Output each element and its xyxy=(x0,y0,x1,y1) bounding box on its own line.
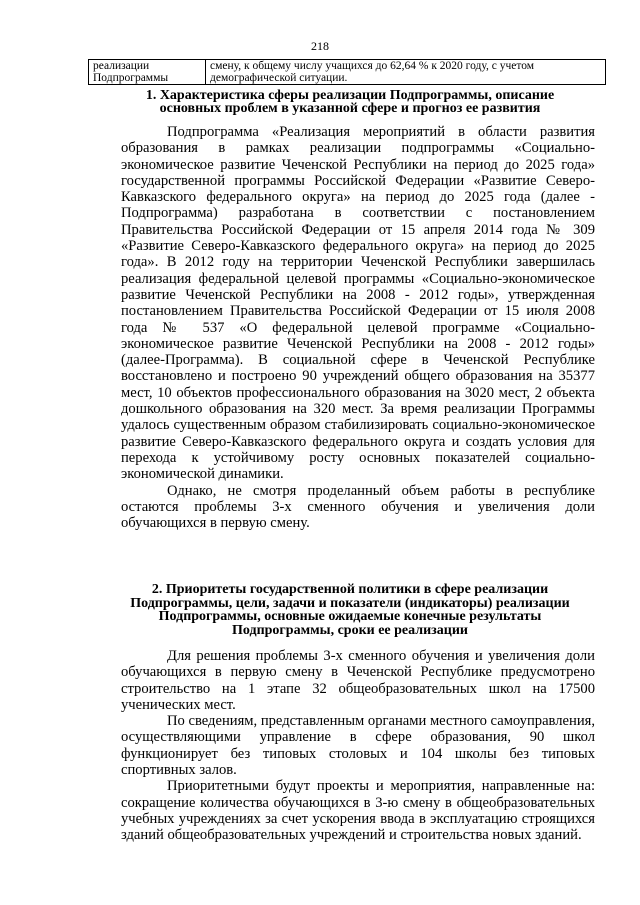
table-cell-line: Подпрограммы xyxy=(93,72,169,84)
heading-line: основных проблем в указанной сфере и прогноз ее развития xyxy=(159,101,541,116)
heading-line: Подпрограммы, цели, задачи и показатели (индикаторы) реализации xyxy=(130,595,570,611)
heading-line: Подпрограммы, основные ожидаемые конечные результаты xyxy=(158,609,542,624)
paragraph: Приоритетными будут проекты и мероприятия, направленные на: сокращение количества обучающихся в 3-ю смену в общеобразовательных учебных учреждениях за счет ускорения ввода в эксплуатацию строящихся зданий общеобразовательных учреждений и строительства новых зданий. xyxy=(121,778,595,844)
paragraph: Однако, не смотря проделанный объем работы в республике остаются проблемы 3-х сменного обучения и увеличения доли обучающихся в первую смену. xyxy=(121,482,595,532)
table-row xyxy=(89,60,606,85)
continuation-table xyxy=(88,59,606,85)
table-cell-line: демографической ситуации. xyxy=(210,72,348,84)
table-cell-line: смену, к общему числу учащихся до 62,64 % к 2020 году, с учетом xyxy=(210,60,535,72)
paragraph: По сведениям, представленным органами местного самоуправления, осуществляющими управление в сфере образования, 90 школ функционирует без типовых столовых и 104 школы без типовых спортивных залов. xyxy=(121,713,595,779)
table-cell-line: реализации xyxy=(93,60,150,72)
paragraph: Для решения проблемы 3-х сменного обучения и увеличения доли обучающихся в первую смену в Чеченской Республике предусмотрено строительство на 1 этапе 32 общеобразовательных школ на 17500 ученических мест. xyxy=(121,648,595,713)
section-2-body xyxy=(121,648,595,844)
paragraph: Подпрограмма «Реализация мероприятий в области развития образования в рамках реализации подпрограммы «Социально-экономическое развитие Чеченской Республики на период до 2025 года» государственной программы Российской Федерации «Развитие Северо-Кавказского федерального округа» на период до 2025 года (далее - Подпрограмма) разработана в соответствии с постановлением Правительства Российской Федерации от 15 апреля 2014 года № 309 «Развитие Северо-Кавказского федерального округа» на период до 2025 года». В 2012 году на территории Чеченской Республики завершилась реализация федеральной целевой программы «Социально-экономическое развитие Чеченской Республики на 2008 - 2012 годы», утвержденная постановлением Правительства Российской Федерации от 15 июля 2008 года № 537 «О федеральной целевой программе «Социально-экономическое развитие Чеченской Республики на 2008 - 2012 годы» (далее-Программа). В социальной сфере в Чеченской Республике восстановлено и построено 90 учреждений общего образования на 35377 мест, 10 объектов профессионального образования на 3020 мест, 2 объекта дошкольного образования на 320 мест. За время реализации Программы удалось существенным образом стабилизировать социально-экономическое развитие Северо-Кавказского федерального округа и создать условия для перехода к устойчивому росту основных показателей социально-экономической динамики. xyxy=(121,124,595,483)
section-2-heading xyxy=(100,583,600,637)
heading-line: 2. Приоритеты государственной политики в сфере реализации xyxy=(151,582,549,597)
section-1-heading xyxy=(100,89,600,115)
heading-line: 1. Характеристика сферы реализации Подпрограммы, описание xyxy=(145,88,555,103)
table-cell-label xyxy=(89,60,206,85)
page-number: 218 xyxy=(311,39,329,53)
heading-line: Подпрограммы, сроки ее реализации xyxy=(232,622,468,638)
table-cell-value xyxy=(206,60,606,85)
section-1-body xyxy=(121,124,595,531)
